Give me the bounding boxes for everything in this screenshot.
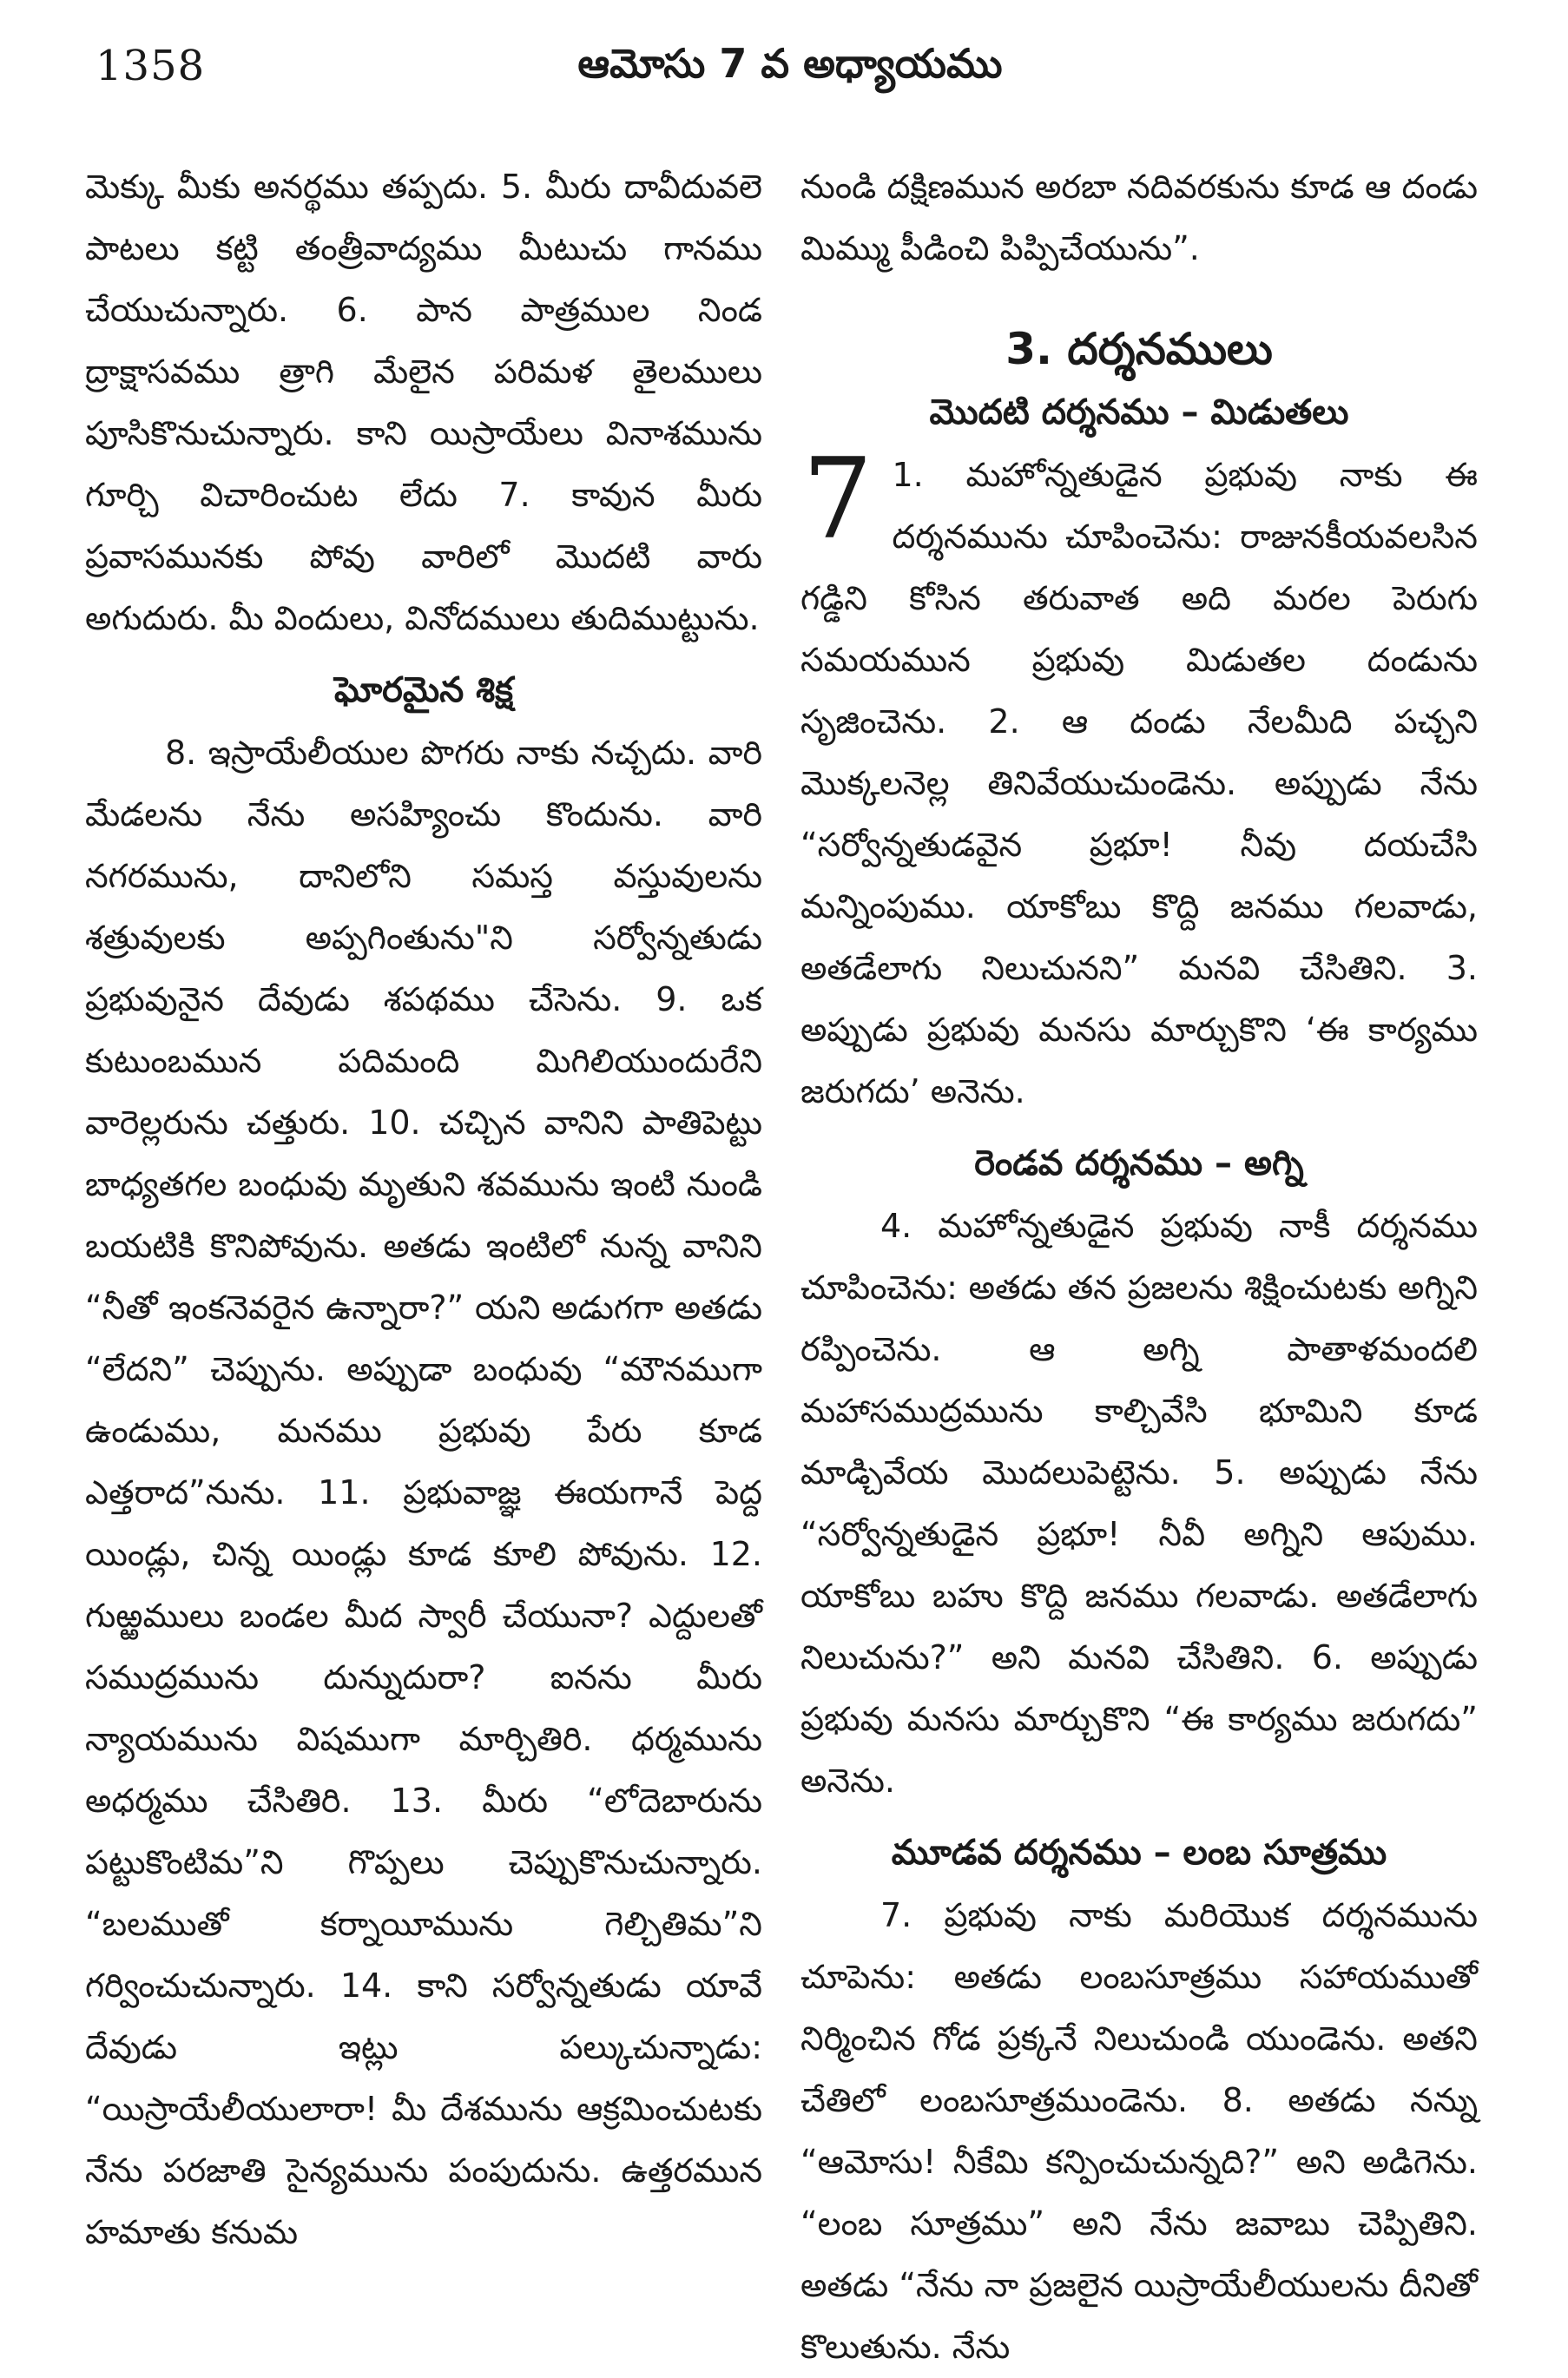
right-column <box>800 156 1478 2378</box>
body-paragraph: 8. ఇస్రాయేలీయుల పొగరు నాకు నచ్చదు. వారి మేడలను నేను అసహ్యించు కొందును. వారి నగరమును, దానిలోని సమస్త వస్తువులను శత్రువులకు అప్పగింతును"ని సర్వోన్నతుడు ప్రభువునైన దేవుడు శపథము చేసెను. 9. ఒక కుటుంబమున పదిమంది మిగిలియుందురేని వారెల్లరును చత్తురు. 10. చచ్చిన వానిని పాతిపెట్టు బాధ్యతగల బంధువు మృతుని శవమును ఇంటి నుండి బయటికి కొనిపోవును. అతడు ఇంటిలో నున్న వానిని “నీతో ఇంకనెవరైన ఉన్నారా?” యని అడుగగా అతడు “లేదని” చెప్పును. అప్పుడా బంధువు “మౌనముగా ఉండుము, మనము ప్రభువు పేరు కూడ ఎత్తరాద”నును. 11. ప్రభువాజ్ఞ ఈయగానే పెద్ద యిండ్లు, చిన్న యిండ్లు కూడ కూలి పోవును. 12. గుఱ్ఱములు బండల మీద స్వారీ చేయునా? ఎద్దులతో సముద్రమును దున్నుదురా? ఐనను మీరు న్యాయమును విషముగా మార్చితిరి. ధర్మమును అధర్మము చేసితిరి. 13. మీరు “లోదెబారును పట్టుకొంటిమ”ని గొప్పలు చెప్పుకొనుచున్నారు. “బలముతో కర్నాయీమును గెల్చితిమ”ని గర్వించుచున్నారు. 14. కాని సర్వోన్నతుడు యావే దేవుడు ఇట్లు పల్కుచున్నాడు: “యిస్రాయేలీయులారా! మీ దేశమును ఆక్రమించుటకు నేను పరజాతి సైన్యమును పంపుదును. ఉత్తరమున హమాతు కనుమ <box>85 734 762 2251</box>
section-subheading: రెండవ దర్శనము – అగ్ని <box>974 1143 1304 1183</box>
running-title: ఆమోసు 7 వ అధ్యాయము <box>577 40 1003 87</box>
page-header <box>87 35 1493 104</box>
body-paragraph: 1. మహోన్నతుడైన ప్రభువు నాకు ఈ దర్శనమును చూపించెను: రాజునకీయవలసిన గడ్డిని కోసిన తరువాత అది మరల పెరుగు సమయమున ప్రభువు మిడుతల దండును సృజించెను. 2. ఆ దండు నేలమీది పచ్చని మొక్కలనెల్ల తినివేయుచుండెను. అప్పుడు నేను “సర్వోన్నతుడవైన ప్రభూ! నీవు దయచేసి మన్నింపుము. యాకోబు కొద్ది జనము గలవాడు, అతడేలాగు నిలుచునని” మనవి చేసితిని. 3. అప్పుడు ప్రభువు మనసు మార్చుకొని ‘ఈ కార్యము జరుగదు’ అనెను. <box>800 456 1478 1110</box>
chapter-number: 7 <box>802 435 873 564</box>
section-heading: 3. దర్శనములు <box>1005 324 1273 374</box>
body-paragraph: మెక్కు మీకు అనర్థము తప్పదు. 5. మీరు దావీదువలె పాటలు కట్టి తంత్రీవాద్యము మీటుచు గానము చేయుచున్నారు. 6. పాన పాత్రముల నిండ ద్రాక్షాసవము త్రాగి మేలైన పరిమళ తైలములు పూసికొనుచున్నారు. కాని యిస్రాయేలు వినాశమును గూర్చి విచారించుట లేదు 7. కావున మీరు ప్రవాసమునకు పోవు వారిలో మొదటి వారు అగుదురు. మీ విందులు, వినోదములు తుదిముట్టును. <box>85 168 762 637</box>
section-subheading: మొదటి దర్శనము – మిడుతలు <box>929 392 1349 432</box>
section-subheading: ఘోరమైన శిక్ష <box>333 670 514 710</box>
body-paragraph: 7. ప్రభువు నాకు మరియొక దర్శనమును చూపెను: అతడు లంబసూత్రము సహాయముతో నిర్మించిన గోడ ప్రక్కనే నిలుచుండి యుండెను. అతని చేతిలో లంబసూత్రముండెను. 8. అతడు నన్ను “ఆమోసు! నీకేమి కన్పించుచున్నది?” అని అడిగెను. “లంబ సూత్రము” అని నేను జవాబు చెప్పితిని. అతడు “నేను నా ప్రజలైన యిస్రాయేలీయులను దీనితో కొలుతును. నేను <box>800 1896 1478 2366</box>
body-paragraph: 4. మహోన్నతుడైన ప్రభువు నాకీ దర్శనము చూపించెను: అతడు తన ప్రజలను శిక్షించుటకు అగ్నిని రప్పించెను. ఆ అగ్ని పాతాళమందలి మహాసముద్రమును కాల్చివేసి భూమిని కూడ మాడ్చివేయ మొదలుపెట్టెను. 5. అప్పుడు నేను “సర్వోన్నతుడైన ప్రభూ! నీవీ అగ్నిని ఆపుము. యాకోబు బహు కొద్ది జనము గలవాడు. అతడేలాగు నిలుచును?” అని మనవి చేసితిని. 6. అప్పుడు ప్రభువు మనసు మార్చుకొని “ఈ కార్యము జరుగదు” అనెను. <box>800 1207 1478 1800</box>
page-number: 1358 <box>96 42 206 90</box>
body-paragraph: నుండి దక్షిణమున అరబా నదివరకును కూడ ఆ దండు మిమ్ము పీడించి పిప్పిచేయును”. <box>800 168 1478 267</box>
left-column <box>85 156 762 2263</box>
section-subheading: మూడవ దర్శనము – లంబ సూత్రము <box>891 1833 1387 1873</box>
chapter-paragraph <box>800 435 1478 1123</box>
